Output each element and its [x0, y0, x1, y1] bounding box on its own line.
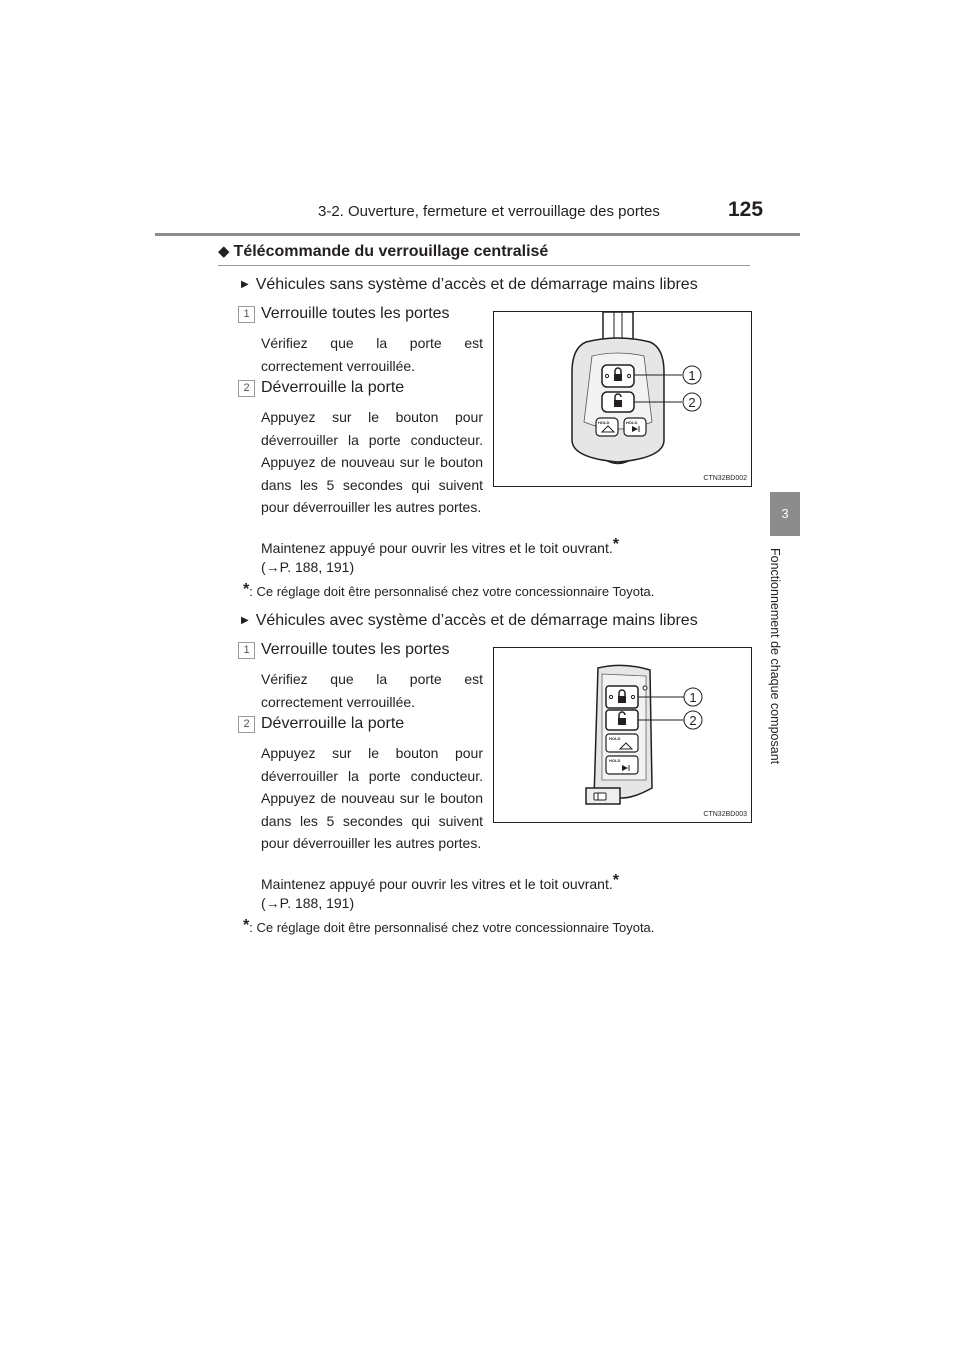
- figure-key-remote: [493, 311, 752, 487]
- item-number-badge: 2: [238, 380, 255, 397]
- page-number: 125: [728, 198, 764, 221]
- figure-smart-key: [493, 647, 752, 823]
- item-text-unlock: Appuyez sur le bouton pour déverrouiller la porte conducteur. Appuyez de nouveau sur le bouton dans les 5 secondes qui suivent pour déverrouiller les autres portes.: [261, 409, 483, 515]
- item-text-unlock: Appuyez sur le bouton pour déverrouiller la porte conducteur. Appuyez de nouveau sur le bouton dans les 5 secondes qui suivent pour déverrouiller les autres portes.: [261, 745, 483, 851]
- callout-1: 1: [689, 690, 697, 705]
- figure-code: CTN32BD002: [703, 475, 747, 482]
- footnote: *: Ce réglage doit être personnalisé chez votre concessionnaire Toyota.: [243, 917, 655, 935]
- figure-code: CTN32BD003: [703, 811, 747, 818]
- item-title-unlock: Déverrouille la porte: [261, 715, 405, 732]
- item-text-lock: Vérifiez que la porte est correctement verrouillée.: [261, 671, 483, 710]
- triangle-right-icon: ▶: [241, 615, 249, 626]
- section-rule: [218, 265, 750, 266]
- hold-note: Maintenez appuyé pour ouvrir les vitres et le toit ouvrant.*: [261, 536, 619, 556]
- item-number-badge: 2: [238, 716, 255, 733]
- callout-1: 1: [688, 368, 696, 383]
- hold-label: HOLD: [609, 736, 621, 741]
- item-title-lock: Verrouille toutes les portes: [261, 305, 450, 322]
- hold-label: HOLD: [609, 758, 621, 763]
- section-heading: [218, 242, 548, 261]
- key-remote-illustration: [494, 312, 751, 486]
- hold-note: Maintenez appuyé pour ouvrir les vitres et le toit ouvrant.*: [261, 872, 619, 892]
- running-header: 3-2. Ouverture, fermeture et verrouillage des portes: [318, 203, 660, 220]
- smart-key-illustration: [494, 648, 751, 822]
- subheading-with-smart-key: ▶ Véhicules avec système d’accès et de démarrage mains libres: [241, 612, 698, 629]
- section-title: Télécommande du verrouillage centralisé: [233, 243, 549, 260]
- page-reference: (→P. 188, 191): [261, 559, 355, 575]
- callout-2: 2: [689, 713, 697, 728]
- item-text-lock: Vérifiez que la porte est correctement verrouillée.: [261, 335, 483, 374]
- chapter-tab: 3: [770, 492, 800, 536]
- item-number-badge: 1: [238, 642, 255, 659]
- hold-label: HOLD: [626, 420, 638, 425]
- item-title-unlock: Déverrouille la porte: [261, 379, 405, 396]
- subheading-without-smart-key: ▶ Véhicules sans système d’accès et de démarrage mains libres: [241, 276, 698, 293]
- triangle-right-icon: ▶: [241, 279, 249, 290]
- header-rule: [155, 233, 800, 236]
- item-number-badge: 1: [238, 306, 255, 323]
- diamond-icon: ◆: [218, 243, 230, 260]
- item-title-lock: Verrouille toutes les portes: [261, 641, 450, 658]
- hold-label: HOLD: [598, 420, 610, 425]
- callout-2: 2: [688, 395, 696, 410]
- chapter-tab-label: Fonctionnement de chaque composant: [768, 548, 782, 765]
- page-reference: (→P. 188, 191): [261, 895, 355, 911]
- footnote: *: Ce réglage doit être personnalisé chez votre concessionnaire Toyota.: [243, 581, 655, 599]
